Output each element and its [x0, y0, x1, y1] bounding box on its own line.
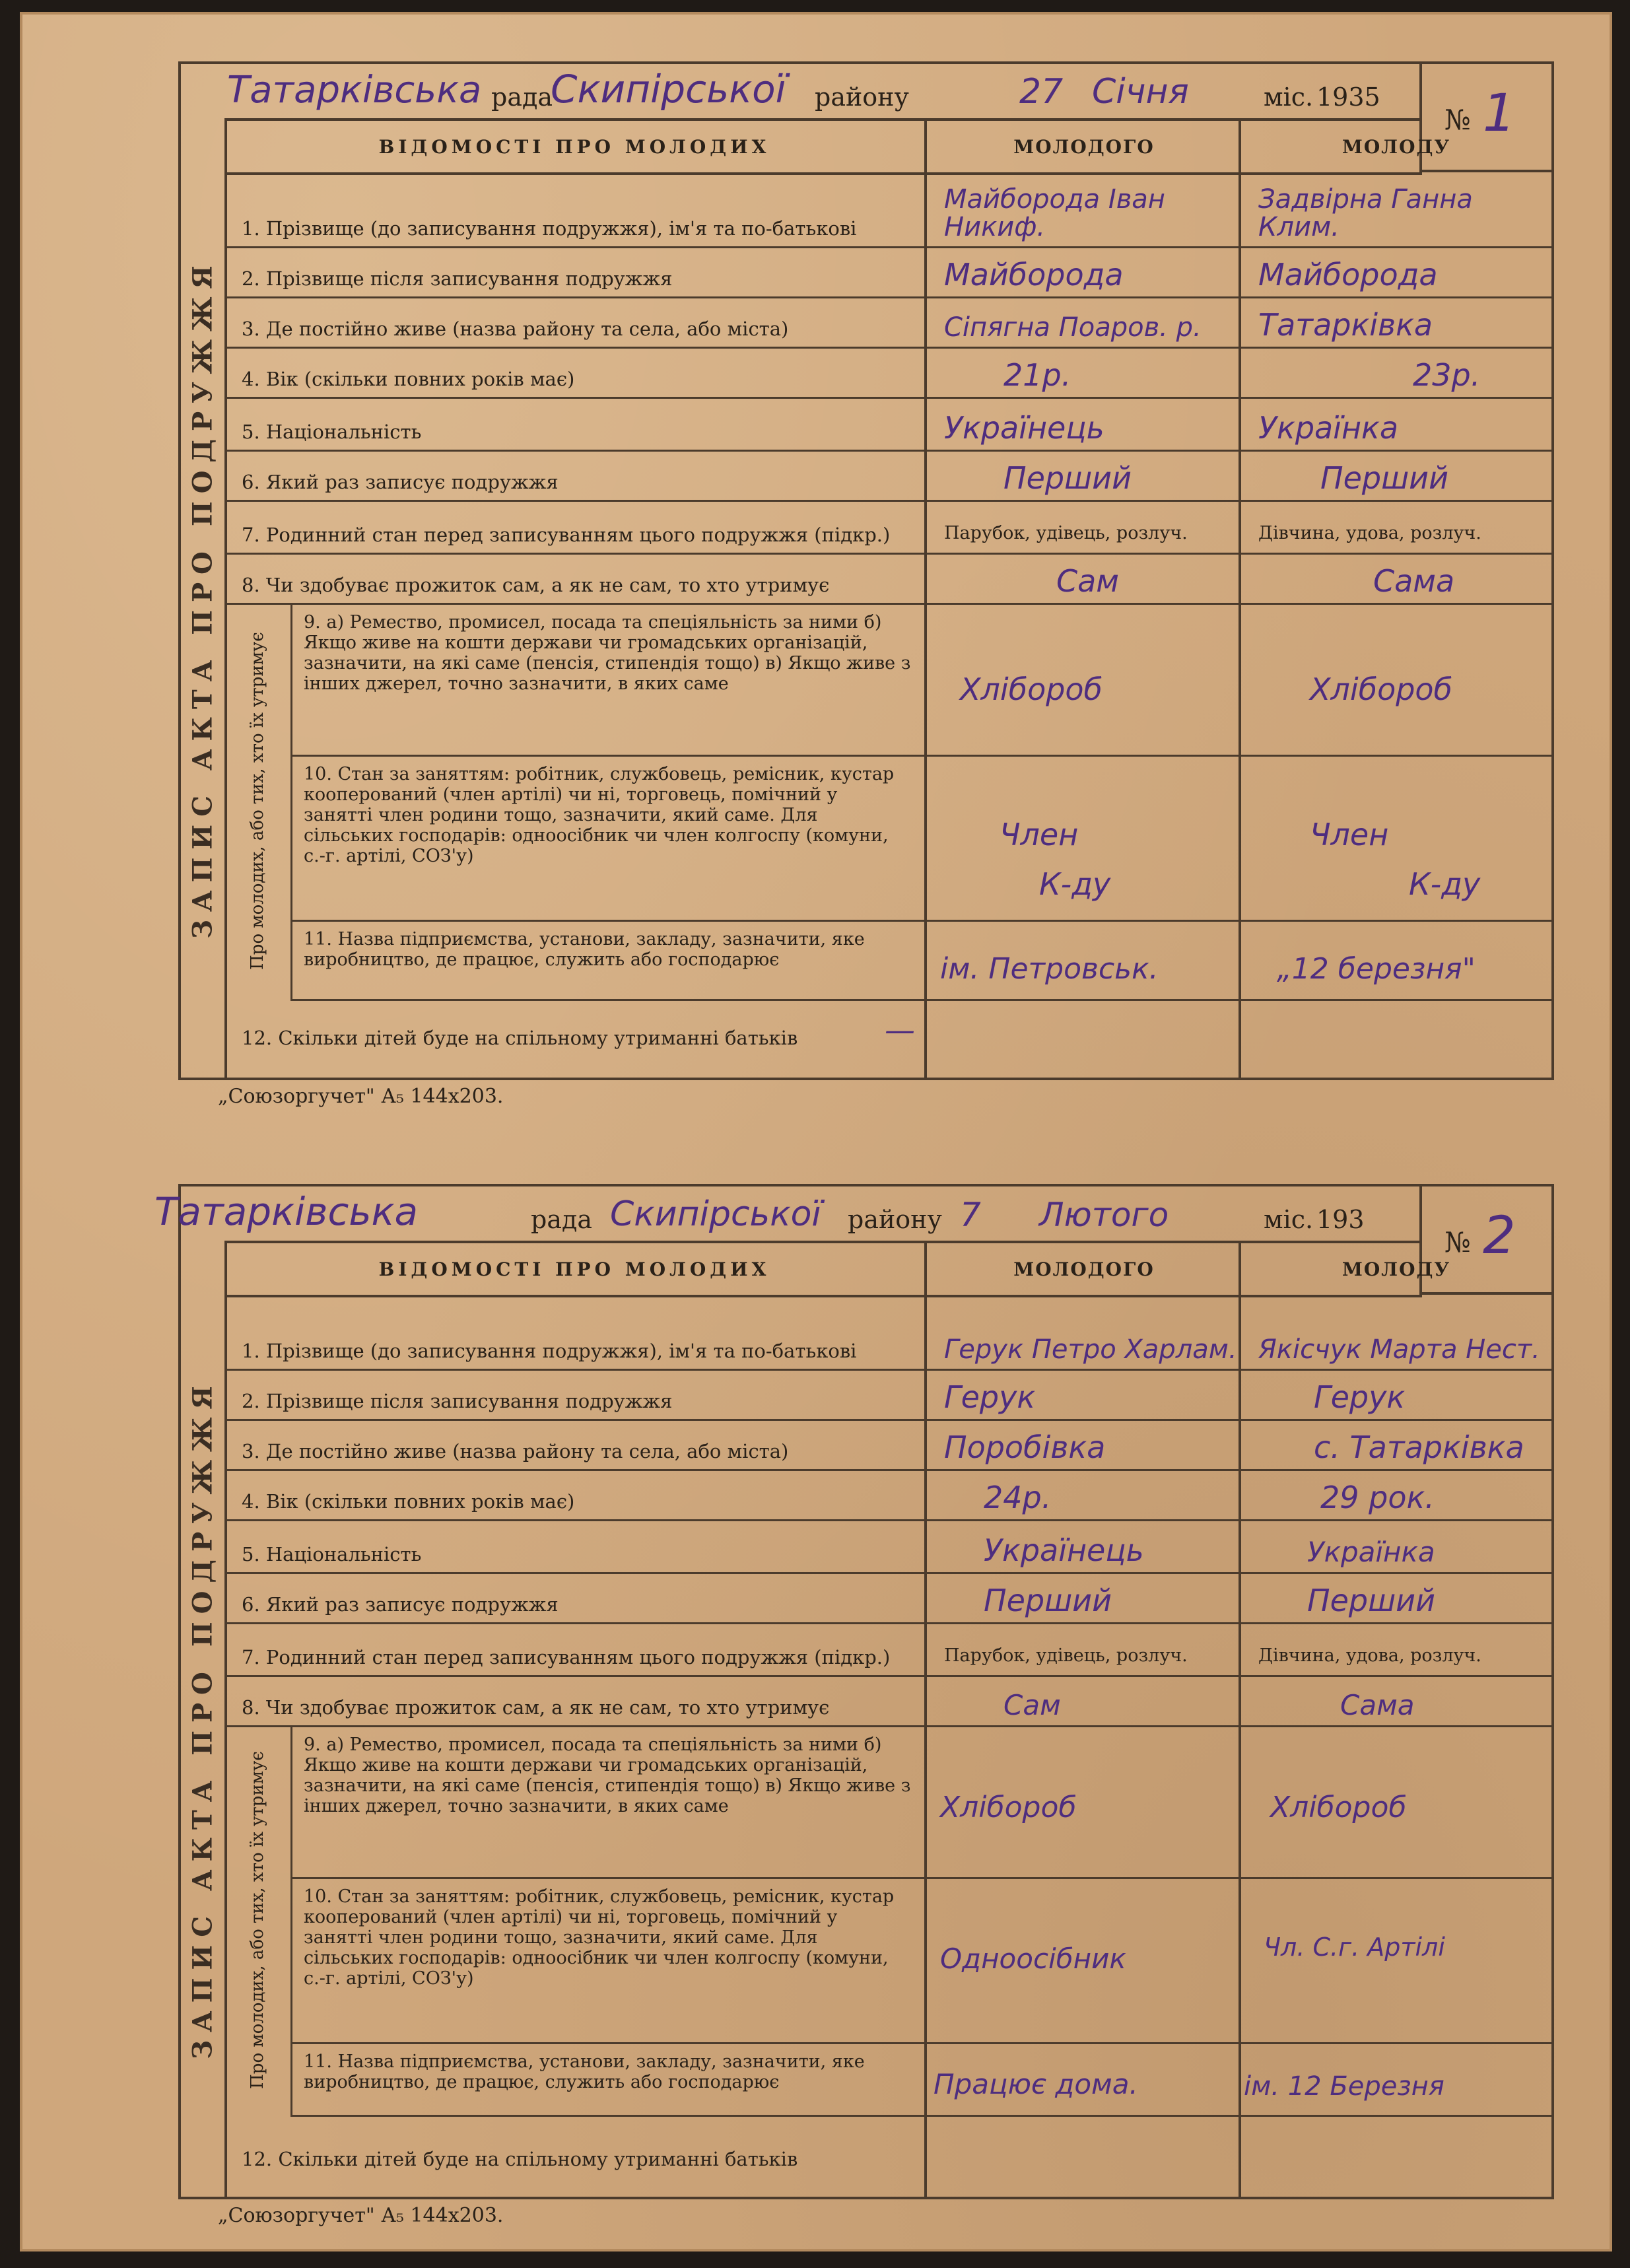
record-month: Січня: [1092, 72, 1189, 112]
groom-nationality: Українець: [944, 410, 1104, 446]
rayon-label: району: [815, 83, 909, 112]
row-status-rightline: [924, 920, 1551, 922]
groom-residence: Сіпягна Поаров. р.: [944, 312, 1202, 343]
record-day: 27: [1019, 72, 1064, 112]
rada-label: рада: [531, 1205, 593, 1234]
row-marital: 7. Родинний стан перед записуванням цього подружжя (підкр.) Парубок, удівець, розлуч. Дівчина, удова, розлуч.: [224, 1622, 1551, 1677]
bride-age: 29 рок.: [1320, 1480, 1435, 1515]
rayon-name: Скипірської: [610, 1194, 821, 1234]
row-surname-after: 2. Прізвище після записування подружжя Герук Герук: [224, 1369, 1551, 1421]
printer-mark-2: „Союзоргучет" А₅ 144х203.: [218, 2204, 504, 2227]
side-title: ЗАПИС АКТА ПРО ПОДРУЖЖЯ: [181, 1241, 227, 2197]
bride-surname-after: Герук: [1314, 1379, 1406, 1415]
month-label: міс.: [1264, 1205, 1314, 1234]
col-info-header: ВІДОМОСТІ ПРО МОЛОДИХ: [378, 135, 770, 158]
record-year: 193: [1316, 1205, 1365, 1234]
groom-support: Сам: [1056, 563, 1120, 599]
bride-workplace: „12 березня": [1277, 952, 1476, 986]
bride-surname-after: Майборода: [1258, 257, 1438, 292]
bride-residence: с. Татарківка: [1314, 1429, 1524, 1465]
row-support: 8. Чи здобуває прожиток сам, а як не сам, то хто утримує Сам Сама: [224, 1675, 1551, 1727]
row-trade-rightline: [924, 1877, 1551, 1879]
row-age: 4. Вік (скільки повних років має) 24р. 29 рок.: [224, 1469, 1551, 1521]
bride-nationality: Українка: [1258, 410, 1399, 446]
record-number: 1: [1483, 84, 1516, 143]
groom-name: Герук Петро Харлам.: [944, 1334, 1237, 1365]
row-surname-after: 2. Прізвище після записування подружжя Майборода Майборода: [224, 246, 1551, 298]
bride-trade: Хлібороб: [1270, 1791, 1407, 1824]
groom-age: 21р.: [1003, 357, 1071, 393]
row-workplace-rightline: [924, 2115, 1551, 2117]
record-header: [181, 64, 1422, 118]
row-times: 6. Який раз записує подружжя Перший Перший: [224, 1572, 1551, 1624]
groom-residence: Поробівка: [944, 1429, 1106, 1465]
bride-name: Якісчук Марта Нест.: [1258, 1334, 1540, 1365]
sub-side-label: Про молодих, або тих, хто їх утримує: [224, 603, 292, 999]
groom-support: Сам: [1003, 1689, 1061, 1721]
record-header: [154, 1186, 1422, 1241]
children-count: —: [885, 1012, 915, 1048]
sub-side-label: Про молодих, або тих, хто їх утримує: [224, 1725, 292, 2115]
column-headers: [224, 1241, 1451, 1297]
row-trade: 9. а) Ремество, промисел, посада та спеціяльність за ними б) Якщо живе на кошти держави чи громадських організацій, зазначити, на які саме (пенсія, стипендія тощо) в) Якщо живе з інших джерел, точно зазначити, в яких саме: [290, 1725, 924, 1879]
bride-marital-options: Дівчина, удова, розлуч.: [1258, 523, 1481, 543]
row-workplace-rightline: [924, 999, 1551, 1001]
marriage-record-1: Татарківська рада Скипірської району 27 Січня міс. 1935 № 1 ЗАПИС АКТА ПРО ПОДРУЖЖЯ ВІДОМОСТІ ПРО МОЛОДИХ МОЛОДОГО МОЛОДУ 1. Прізвище (до записування подружжя), ім'я та по-батькові Майборода Іван Никиф. Задвірна Ганна Клим. 2. Прізвище після записування подружжя Майборода Майборода 3. Де постійно живе (назва району та села, або міста) Сіпягна Поаров. р. Татарківка 4. Вік (скільки повних років має) 21р. 23р. 5. Національність Українець Українка 6. Який раз записує подружжя Перший Перший 7. Родинний стан перед записуванням цього подружжя (підкр.) Парубок, удівець, розлуч. Дівчина, удова, розлуч. 8. Чи здобуває прожиток сам, а як не сам, то хто утримує Сам Сама Про молодих, або тих, хто їх утримує 9. а) Ремество, промисел, посада та спеціяльність за ними б) Якщо живе на кошти держави чи громадських організацій, зазначити, на які саме (пенсія, стипендія тощо) в) Якщо живе з інших джерел, точно зазначити, в яких саме Хлібороб Хлібороб 10. Стан за заняттям: робітник, службовець, ремісник, кустар кооперований (член артілі) чи ні, торговець, помічний у занятті член родини тощо, зазначити, який саме. Для сільських господарів: одноосібник чи член колгоспу (комуни, с.-г. артілі, СОЗ'у) Член К-ду Член К-ду 11. Назва підприємства, установи, закладу, зазначити, яке виробництво, де працює, служить або господарює ім. Петровськ. „12 березня" 12. Скільки дітей буде на спільному утриманні батьків —: [178, 61, 1554, 1080]
groom-name: Майборода Іван Никиф.: [944, 184, 1165, 242]
groom-marital-options: Парубок, удівець, розлуч.: [944, 523, 1188, 543]
row-workplace: 11. Назва підприємства, установи, закладу, зазначити, яке виробництво, де працює, служить або господарює: [290, 920, 924, 1001]
record-year: 1935: [1316, 83, 1380, 112]
row-support: 8. Чи здобуває прожиток сам, а як не сам, то хто утримує Сам Сама: [224, 553, 1551, 605]
rayon-name: Скипірської: [551, 67, 786, 112]
row-status: 10. Стан за заняттям: робітник, службовець, ремісник, кустар кооперований (член артілі) чи ні, торговець, помічний у занятті член родини тощо, зазначити, який саме. Для сільських господарів: одноосібник чи член колгоспу (комуни, с.-г. артілі, СОЗ'у): [290, 755, 924, 922]
bride-name: Задвірна Ганна Клим.: [1258, 184, 1473, 242]
row-status-rightline: [924, 2042, 1551, 2044]
bride-nationality: Українка: [1307, 1536, 1435, 1568]
row-name: 1. Прізвище (до записування подружжя), ім'я та по-батькові Майборода Іван Никиф. Задвірна Ганна Клим.: [224, 170, 1551, 248]
bride-times: Перший: [1307, 1583, 1435, 1618]
record-number: 2: [1483, 1206, 1516, 1266]
bride-residence: Татарківка: [1258, 307, 1433, 343]
col-bride-header: МОЛОДУ: [1239, 1243, 1551, 1295]
groom-status-1: Член: [1000, 817, 1079, 852]
number-label: №: [1444, 104, 1471, 136]
row-age: 4. Вік (скільки повних років має) 21р. 23р.: [224, 347, 1551, 399]
number-label: №: [1444, 1226, 1471, 1258]
bride-status: Чл. С.г. Артілі: [1264, 1933, 1445, 1962]
row-nationality: 5. Національність Українець Українка: [224, 1519, 1551, 1574]
groom-times: Перший: [984, 1583, 1112, 1618]
row-trade: 9. а) Ремество, промисел, посада та спеціяльність за ними б) Якщо живе на кошти держави чи громадських організацій, зазначити, на які саме (пенсія, стипендія тощо) в) Якщо живе з інших джерел, точно зазначити, в яких саме: [290, 603, 924, 757]
groom-workplace: Працює дома.: [934, 2068, 1138, 2100]
village-name: Татарківська: [227, 69, 482, 112]
row-marital: 7. Родинний стан перед записуванням цього подружжя (підкр.) Парубок, удівець, розлуч. Дівчина, удова, розлуч.: [224, 500, 1551, 555]
row-status: 10. Стан за заняттям: робітник, службовець, ремісник, кустар кооперований (член артілі) чи ні, торговець, помічний у занятті член родини тощо, зазначити, який саме. Для сільських господарів: одноосібник чи член колгоспу (комуни, с.-г. артілі, СОЗ'у): [290, 1877, 924, 2044]
bride-times: Перший: [1320, 460, 1448, 496]
printer-mark-1: „Союзоргучет" А₅ 144х203.: [218, 1085, 504, 1108]
col-info-header: ВІДОМОСТІ ПРО МОЛОДИХ: [378, 1258, 770, 1280]
marriage-record-2: Татарківська рада Скипірської району 7 Лютого міс. 193 № 2 ЗАПИС АКТА ПРО ПОДРУЖЖЯ ВІДОМОСТІ ПРО МОЛОДИХ МОЛОДОГО МОЛОДУ 1. Прізвище (до записування подружжя), ім'я та по-батькові Герук Петро Харлам. Якісчук Марта Нест. 2. Прізвище після записування подружжя Герук Герук 3. Де постійно живе (назва району та села, або міста) Поробівка с. Татарківка 4. Вік (скільки повних років має) 24р. 29 рок. 5. Національність Українець Українка 6. Який раз записує подружжя Перший Перший 7. Родинний стан перед записуванням цього подружжя (підкр.) Парубок, удівець, розлуч. Дівчина, удова, розлуч. 8. Чи здобуває прожиток сам, а як не сам, то хто утримує Сам Сама Про молодих, або тих, хто їх утримує 9. а) Ремество, промисел, посада та спеціяльність за ними б) Якщо живе на кошти держави чи громадських організацій, зазначити, на які саме (пенсія, стипендія тощо) в) Якщо живе з інших джерел, точно зазначити, в яких саме Хлібороб Хлібороб 10. Стан за заняттям: робітник, службовець, ремісник, кустар кооперований (член артілі) чи ні, торговець, помічний у занятті член родини тощо, зазначити, який саме. Для сільських господарів: одноосібник чи член колгоспу (комуни, с.-г. артілі, СОЗ'у) Одноосібник Чл. С.г. Артілі 11. Назва підприємства, установи, закладу, зазначити, яке виробництво, де працює, служить або господарює Працює дома. ім. 12 Березня 12. Скільки дітей буде на спільному утриманні батьків: [178, 1184, 1554, 2199]
bride-support: Сама: [1340, 1689, 1415, 1721]
groom-nationality: Українець: [984, 1532, 1144, 1568]
groom-surname-after: Герук: [944, 1379, 1036, 1415]
groom-trade: Хлібороб: [940, 1791, 1077, 1824]
row-workplace: 11. Назва підприємства, установи, закладу, зазначити, яке виробництво, де працює, служить або господарює: [290, 2042, 924, 2117]
row-name: 1. Прізвище (до записування подружжя), ім'я та по-батькові Герук Петро Харлам. Якісчук Марта Нест.: [224, 1292, 1551, 1371]
col-groom-header: МОЛОДОГО: [924, 1243, 1241, 1295]
groom-marital-options: Парубок, удівець, розлуч.: [944, 1645, 1188, 1666]
groom-status-2: К-ду: [1039, 866, 1111, 902]
record-day: 7: [960, 1196, 981, 1234]
groom-age: 24р.: [984, 1480, 1052, 1515]
record-month: Лютого: [1039, 1196, 1169, 1234]
col-bride-header: МОЛОДУ: [1239, 121, 1551, 172]
groom-trade: Хлібороб: [960, 671, 1103, 707]
row-times: 6. Який раз записує подружжя Перший Перший: [224, 450, 1551, 502]
bride-workplace: ім. 12 Березня: [1244, 2071, 1444, 2102]
document-sheet: [20, 12, 1612, 2251]
side-title: ЗАПИС АКТА ПРО ПОДРУЖЖЯ: [181, 118, 227, 1078]
row-nationality: 5. Національність Українець Українка: [224, 397, 1551, 452]
groom-workplace: ім. Петровськ.: [940, 952, 1159, 986]
rayon-label: району: [848, 1205, 942, 1234]
bride-support: Сама: [1373, 563, 1455, 599]
row-residence: 3. Де постійно живе (назва району та села, або міста) Поробівка с. Татарківка: [224, 1419, 1551, 1471]
village-name: Татарківська: [154, 1189, 419, 1234]
groom-surname-after: Майборода: [944, 257, 1124, 292]
rada-label: рада: [491, 83, 553, 112]
bride-marital-options: Дівчина, удова, розлуч.: [1258, 1645, 1481, 1666]
month-label: міс.: [1264, 83, 1314, 112]
row-trade-rightline: [924, 755, 1551, 757]
groom-times: Перший: [1003, 460, 1132, 496]
bride-trade: Хлібороб: [1310, 671, 1452, 707]
row-residence: 3. Де постійно живе (назва району та села, або міста) Сіпягна Поаров. р. Татарківка: [224, 296, 1551, 349]
bride-status-2: К-ду: [1409, 866, 1481, 902]
column-headers: [224, 118, 1451, 175]
groom-status: Одноосібник: [940, 1942, 1126, 1975]
bride-status-1: Член: [1310, 817, 1389, 852]
bride-age: 23р.: [1413, 357, 1481, 393]
col-groom-header: МОЛОДОГО: [924, 121, 1241, 172]
